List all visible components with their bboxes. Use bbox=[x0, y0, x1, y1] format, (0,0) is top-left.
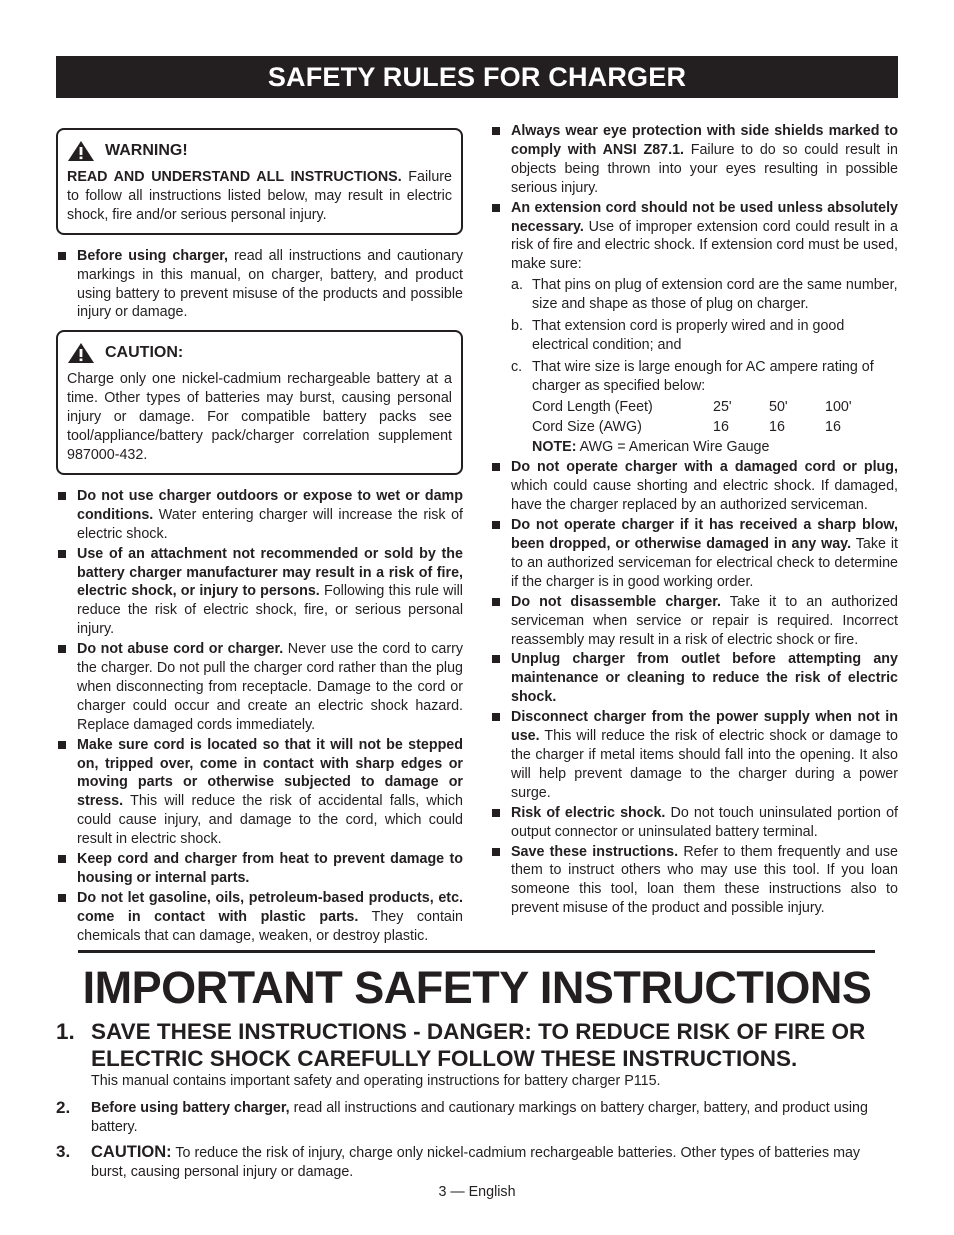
warning-heading: WARNING! bbox=[67, 140, 452, 162]
sub-item: a. That pins on plug of extension cord are the same number, size and shape as those of plug on charger. bbox=[511, 277, 898, 313]
caution-text: Charge only one nickel-cadmium rechargeable battery at a time. Other types of batteries may burst, causing personal injury or damage. For compatible battery packs see tool/appliance/battery pack/charger correlation supplement 987000-432. bbox=[67, 371, 452, 463]
list-item: Always wear eye protection with side shields marked to comply with ANSI Z87.1. Failure to do so could result in objects being thrown into your eyes resulting in possible serious injury. bbox=[490, 122, 898, 198]
instruction-text: This manual contains important safety and operating instructions for battery charger P115. bbox=[91, 1073, 661, 1089]
list-item: Do not use charger outdoors or expose to wet or damp conditions. Water entering charger will increase the risk of electric shock. bbox=[56, 487, 463, 544]
list-item: Make sure cord is located so that it will not be stepped on, tripped over, come in contact with sharp edges or moving parts or otherwise subjected to damage or stress. This will reduce the risk of accidental falls, which could cause injury, and damage to the cord, which could result in electric shock. bbox=[56, 736, 463, 849]
list-item: Do not disassemble charger. Take it to an authorized serviceman when service or repair is required. Incorrect reassembly may result in a risk of electric shock or fire. bbox=[490, 593, 898, 650]
left-bullet-list bbox=[56, 487, 463, 946]
list-item: Do not operate charger with a damaged cord or plug, which could cause shorting and electric shock. If damaged, have the charger replaced by an authorized serviceman. bbox=[490, 458, 898, 515]
list-item: Unplug charger from outlet before attempting any maintenance or cleaning to reduce the risk of electric shock. bbox=[490, 650, 898, 707]
section-divider bbox=[78, 950, 875, 953]
warning-triangle-icon bbox=[67, 140, 95, 162]
left-column bbox=[56, 128, 463, 954]
cord-table-row: Cord Length (Feet) 25' 50' 100' bbox=[532, 398, 852, 415]
awg-note: NOTE: AWG = American Wire Gauge bbox=[532, 438, 770, 455]
warning-text: READ AND UNDERSTAND ALL INSTRUCTIONS. Failure to follow all instructions listed below, may result in electric shock, fire and/or serious personal injury. bbox=[67, 169, 452, 223]
list-item: Risk of electric shock. Do not touch uninsulated portion of output connector or uninsulated battery terminal. bbox=[490, 804, 898, 842]
section-banner: SAFETY RULES FOR CHARGER bbox=[56, 56, 898, 98]
right-top-list bbox=[490, 122, 898, 274]
cord-table-row: Cord Size (AWG) 16 16 16 bbox=[532, 418, 841, 435]
page-footer: 3 — English bbox=[438, 1184, 516, 1200]
instruction-1: 1. SAVE THESE INSTRUCTIONS - DANGER: TO REDUCE RISK OF FIRE OR ELECTRIC SHOCK CAREFULLY FOLLOW THESE INSTRUCTIONS. This manual contains important safety and operating instructions for battery charger P115. bbox=[56, 1018, 898, 1091]
page-title: IMPORTANT SAFETY INSTRUCTIONS bbox=[82, 962, 872, 1013]
instruction-3: 3. CAUTION: To reduce the risk of injury, charge only nickel-cadmium rechargeable batteries. Other types of batteries may burst, causing personal injury or damage. bbox=[56, 1142, 861, 1180]
list-item: Keep cord and charger from heat to prevent damage to housing or internal parts. bbox=[56, 850, 463, 888]
list-item: An extension cord should not be used unless absolutely necessary. Use of improper extension cord could result in a risk of fire and electric shock. If extension cord must be used, make sure: bbox=[490, 199, 898, 275]
list-item: Use of an attachment not recommended or sold by the battery charger manufacturer may result in a risk of fire, electric shock, or injury to persons. Following this rule will reduce the risk of electric shock, fire, or serious personal injury. bbox=[56, 545, 463, 640]
caution-triangle-icon bbox=[67, 342, 95, 364]
warning-box bbox=[56, 128, 463, 235]
caution-heading: CAUTION: bbox=[67, 342, 452, 364]
before-using-list bbox=[56, 247, 463, 323]
instruction-heading: SAVE THESE INSTRUCTIONS - DANGER: TO REDUCE RISK OF FIRE OR ELECTRIC SHOCK CAREFULLY FOLLOW THESE INSTRUCTIONS. bbox=[91, 1019, 866, 1071]
instruction-2: 2. Before using battery charger, read all instructions and cautionary markings on battery charger, battery, and product using battery. bbox=[56, 1098, 868, 1135]
list-item: Before using charger, read all instructions and cautionary markings in this manual, on charger, battery, and product using battery to prevent misuse of the products and possible injury or damage. bbox=[56, 247, 463, 323]
right-column bbox=[490, 122, 898, 926]
list-item: Do not let gasoline, oils, petroleum-based products, etc. come in contact with plastic parts. They contain chemicals that can damage, weaken, or destroy plastic. bbox=[56, 889, 463, 946]
list-item: Disconnect charger from the power supply when not in use. This will reduce the risk of electric shock or damage to the charger if metal items should fall into the opening. It also will help prevent damage to the charger during a power surge. bbox=[490, 708, 898, 803]
list-item: Save these instructions. Refer to them frequently and use them to instruct others who may use this tool. If you loan someone this tool, loan them these instructions also to prevent misuse of the product and possible injury. bbox=[490, 843, 898, 919]
right-bullet-list bbox=[490, 458, 898, 918]
sub-item: c. That wire size is large enough for AC ampere rating of charger as specified below: bbox=[511, 358, 874, 394]
sub-item: b. That extension cord is properly wired and in good electrical condition; and bbox=[511, 318, 845, 353]
list-item: Do not abuse cord or charger. Never use the cord to carry the charger. Do not pull the charger cord rather than the plug when disconnecting from receptacle. Damage to the cord or charger could occur and create an electric shock hazard. Replace damaged cords immediately. bbox=[56, 640, 463, 735]
extension-cord-sublist bbox=[490, 276, 898, 395]
list-item: Do not operate charger if it has received a sharp blow, been dropped, or otherwise damaged in any way. Take it to an authorized serviceman for electrical check to determine if the charger is in good working order. bbox=[490, 516, 898, 592]
caution-box bbox=[56, 330, 463, 475]
